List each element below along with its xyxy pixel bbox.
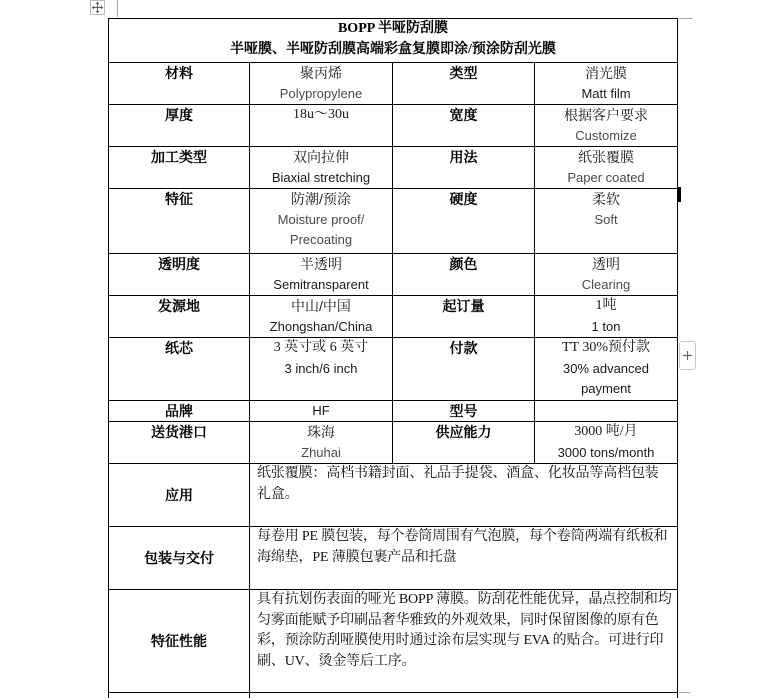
spec-label-origin[interactable] <box>109 296 249 337</box>
value-line: TT 30%预付款 <box>561 340 650 355</box>
value-line: 聚丙烯 <box>300 65 342 81</box>
spec-table <box>108 18 678 698</box>
value-line: 3 英寸或 6 英寸 <box>273 340 369 355</box>
value-line: 珠海 <box>307 424 335 440</box>
value-line: 中山/中国 <box>291 298 351 314</box>
value-line: 透明 <box>592 256 620 272</box>
label-text: 特征 <box>165 191 193 207</box>
label-text: 应用 <box>165 486 193 503</box>
value-line: 3000 吨/月 <box>574 424 638 439</box>
spec-value-usage[interactable] <box>535 147 677 188</box>
label-text: 用法 <box>449 149 478 165</box>
spec-value-model[interactable] <box>535 401 677 421</box>
label-text: 宽度 <box>449 107 478 123</box>
spec-label-supply-capacity[interactable] <box>393 422 534 463</box>
margin-crop-mark <box>679 18 692 19</box>
spec-label-model[interactable] <box>393 401 534 421</box>
value-line: 3000 tons/month <box>557 444 655 460</box>
value-line: Biaxial stretching <box>271 169 371 185</box>
value-line: 半透明 <box>300 256 342 272</box>
label-text: 加工类型 <box>151 149 207 165</box>
value-line: 18u～30u <box>293 107 349 122</box>
text-label-performance[interactable] <box>109 590 249 692</box>
spec-label-width[interactable] <box>393 105 534 146</box>
value-line: Soft <box>594 211 618 227</box>
table-move-handle[interactable] <box>90 0 105 15</box>
text-label-packaging-delivery[interactable] <box>109 527 249 589</box>
spec-label-paper-core[interactable] <box>109 338 249 400</box>
table-subtitle: 半哑膜、半哑防刮膜高端彩盒复膜即涂/预涂防刮光膜 <box>230 41 556 57</box>
spec-label-material[interactable] <box>109 63 249 104</box>
value-line: Semitransparent <box>273 276 369 292</box>
table-title: BOPP 半哑防刮膜 <box>337 21 449 36</box>
value-line: payment <box>581 381 631 396</box>
spec-value-processing-type[interactable] <box>250 147 392 188</box>
value-line: 纸张覆膜 <box>578 149 634 165</box>
spec-value-origin[interactable] <box>250 296 392 337</box>
label-text: 发源地 <box>158 298 200 314</box>
label-text: 供应能力 <box>435 424 492 440</box>
spec-label-feature[interactable] <box>109 189 249 253</box>
spec-value-transparency[interactable] <box>250 254 392 295</box>
label-text: 类型 <box>449 65 478 81</box>
paragraph-line: 彩，预涂防刮哑膜使用时通过涂布层实现与 EVA 的贴合。可进行印 <box>257 633 664 648</box>
value-line: Zhuhai <box>301 444 341 460</box>
value-line: HF <box>312 403 330 418</box>
label-text: 特征性能 <box>151 632 207 649</box>
table-title-cell[interactable] <box>109 19 677 62</box>
value-line: 根据客户要求 <box>564 107 648 123</box>
value-line: 3 inch/6 inch <box>284 360 358 376</box>
text-cursor <box>678 187 681 202</box>
spec-label-brand[interactable] <box>109 401 249 421</box>
label-text: 硬度 <box>449 191 478 207</box>
text-value-application[interactable] <box>250 464 677 526</box>
value-line: 双向拉伸 <box>293 149 349 165</box>
value-line: 30% advanced <box>562 360 649 376</box>
label-text: 品牌 <box>165 403 193 419</box>
text-value-packaging-delivery[interactable] <box>250 527 677 589</box>
spec-value-paper-core[interactable] <box>250 338 392 400</box>
value-line: Paper coated <box>567 169 645 185</box>
value-line: 防潮/预涂 <box>291 191 351 207</box>
spec-label-processing-type[interactable] <box>109 147 249 188</box>
value-line: Polypropylene <box>279 85 363 101</box>
label-text: 颜色 <box>449 256 478 272</box>
spec-value-brand[interactable] <box>250 401 392 421</box>
spec-value-color[interactable] <box>535 254 677 295</box>
spec-value-minimum-order[interactable] <box>535 296 677 337</box>
paragraph-line: 刷、UV、烫金等后工序。 <box>257 653 416 669</box>
text-value-performance[interactable] <box>250 590 677 692</box>
spec-value-hardness[interactable] <box>535 189 677 253</box>
value-line: Precoating <box>289 232 353 247</box>
label-text: 透明度 <box>158 256 200 272</box>
label-text: 型号 <box>449 403 478 419</box>
next-row-label-cell[interactable] <box>109 693 249 698</box>
margin-crop-mark <box>679 692 690 693</box>
value-line: Customize <box>575 127 637 143</box>
spec-label-type[interactable] <box>393 63 534 104</box>
spec-value-type[interactable] <box>535 63 677 104</box>
label-text: 厚度 <box>165 107 193 123</box>
spec-value-delivery-port[interactable] <box>250 422 392 463</box>
label-text: 起订量 <box>442 298 485 314</box>
table-insert-button[interactable] <box>679 341 696 370</box>
spec-label-hardness[interactable] <box>393 189 534 253</box>
text-label-application[interactable] <box>109 464 249 526</box>
spec-label-color[interactable] <box>393 254 534 295</box>
spec-label-payment[interactable] <box>393 338 534 400</box>
spec-label-transparency[interactable] <box>109 254 249 295</box>
spec-label-delivery-port[interactable] <box>109 422 249 463</box>
spec-value-width[interactable] <box>535 105 677 146</box>
spec-value-feature[interactable] <box>250 189 392 253</box>
spec-value-material[interactable] <box>250 63 392 104</box>
value-line: Moisture proof/ <box>277 211 365 227</box>
paragraph-line: 纸张覆膜：高档书籍封面、礼品手提袋、酒盒、化妆品等高档包装 <box>257 466 659 481</box>
label-text: 材料 <box>165 65 193 81</box>
value-line: Clearing <box>581 276 631 292</box>
paragraph-line: 具有抗划伤表面的哑光 BOPP 薄膜。防刮花性能优异，晶点控制和均 <box>257 592 672 607</box>
label-text: 付款 <box>449 340 478 356</box>
label-text: 纸芯 <box>165 340 193 356</box>
value-line: 1吨 <box>595 298 617 313</box>
value-line: 1 ton <box>591 318 621 334</box>
next-row-value-cell[interactable] <box>250 693 677 698</box>
value-line: 消光膜 <box>585 65 627 81</box>
paragraph-line: 礼盒。 <box>257 486 299 502</box>
margin-crop-mark <box>117 0 118 17</box>
label-text: 包装与交付 <box>144 549 214 566</box>
paragraph-line: 每卷用 PE 膜包装，每个卷筒周围有气泡膜，每个卷筒两端有纸板和 <box>257 529 668 544</box>
spec-value-thickness[interactable] <box>250 105 392 146</box>
spec-label-usage[interactable] <box>393 147 534 188</box>
paragraph-line: 匀雾面能赋予印刷品奢华雅致的外观效果，同时保留图像的原有色 <box>257 612 659 628</box>
plus-icon <box>683 351 692 360</box>
spec-value-payment[interactable] <box>535 338 677 400</box>
paragraph-line: 海绵垫，PE 薄膜包裹产品和托盘 <box>257 549 457 565</box>
value-line: 柔软 <box>592 191 620 207</box>
spec-label-thickness[interactable] <box>109 105 249 146</box>
spec-value-supply-capacity[interactable] <box>535 422 677 463</box>
value-line: Matt film <box>581 85 631 101</box>
value-line: Zhongshan/China <box>269 318 373 334</box>
label-text: 送货港口 <box>151 424 207 440</box>
move-arrows-icon <box>90 0 105 15</box>
spec-label-minimum-order[interactable] <box>393 296 534 337</box>
